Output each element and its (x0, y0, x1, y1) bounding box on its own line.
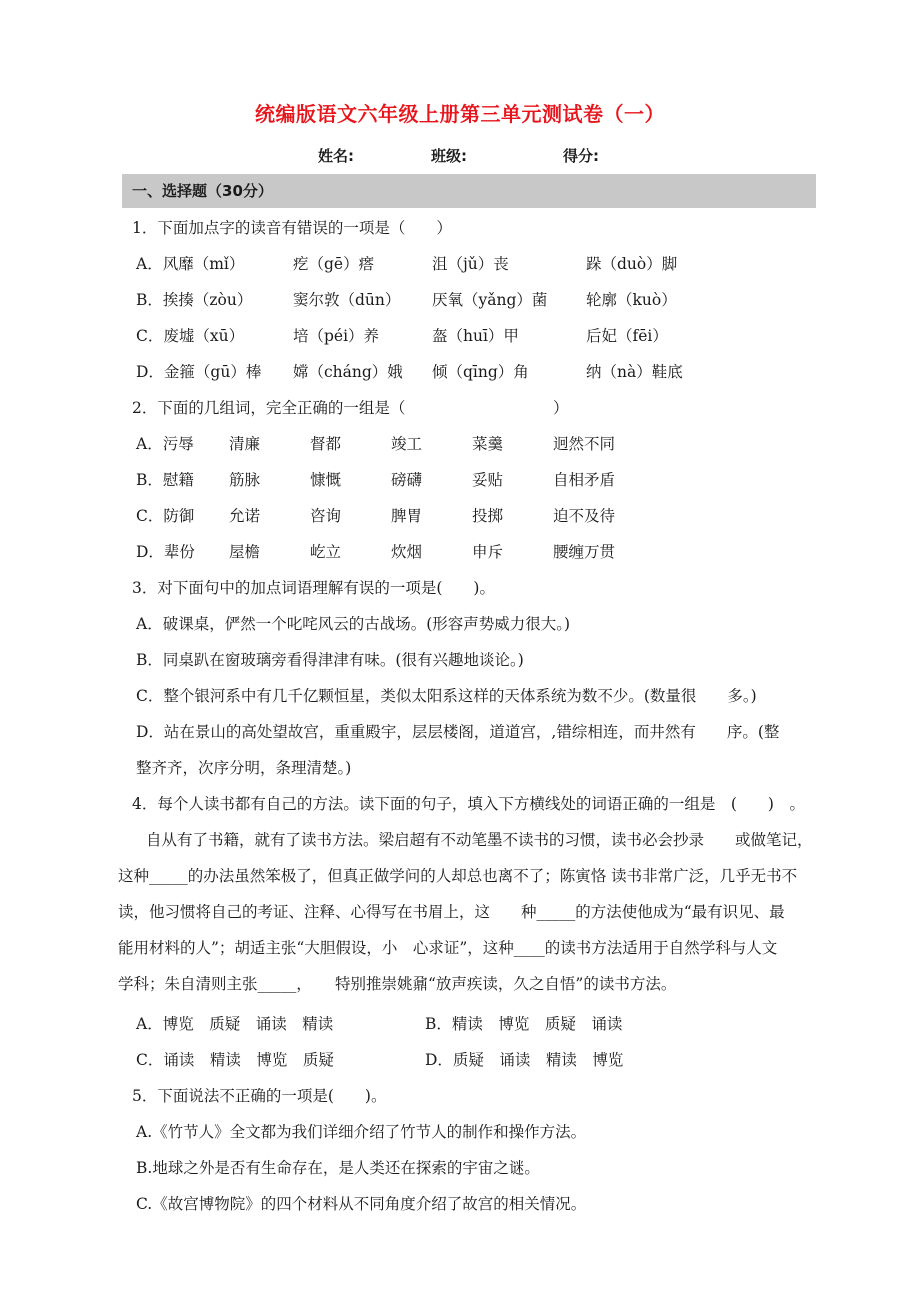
q4-passage-line: 读，他习惯将自己的考证、注释、心得写在书眉上，这 种_____的方法使他成为“最有识见、最 (118, 903, 785, 921)
q4-option-a: A．博览 质疑 诵读 精读 (136, 1015, 334, 1033)
q2-word: 投掷 (472, 507, 504, 525)
q2-word: 迫不及待 (553, 507, 616, 525)
section-header: 一、选择题（30分） (122, 174, 816, 208)
q5-option-a: A.《竹节人》全文都为我们详细介绍了竹节人的制作和操作方法。 (136, 1123, 587, 1141)
q4-passage-line: 能用材料的人”；胡适主张“大胆假设，小 心求证”，这种____的读书方法适用于自然学科与人文 (118, 939, 778, 957)
question-3-stem: 3．对下面句中的加点词语理解有误的一项是( )。 (132, 579, 495, 597)
q2-word: 磅礴 (391, 471, 423, 489)
name-label: 姓名: (318, 147, 354, 165)
q1-option: 厌氧（yǎng）菌 (432, 291, 548, 309)
q4-option-d: D．质疑 诵读 精读 博览 (425, 1051, 624, 1069)
q1-option: 倾（qīng）角 (432, 363, 529, 381)
q2-word: 脾胃 (391, 507, 423, 525)
q3-option-c: C．整个银河系中有几千亿颗恒星，类似太阳系这样的天体系统为数不少。(数量很 多。) (136, 687, 757, 705)
q1-option: 嫦（cháng）娥 (293, 363, 403, 381)
q2-word: B．慰籍 (136, 471, 194, 489)
question-2-stem-close: ） (553, 399, 569, 417)
question-2-stem: 2．下面的几组词，完全正确的一组是（ (132, 399, 406, 417)
q4-option-c: C．诵读 精读 博览 质疑 (136, 1051, 334, 1069)
q2-word: 筋脉 (229, 471, 261, 489)
q1-option: D．金箍（gū）棒 (136, 363, 262, 381)
question-4-stem: 4．每个人读书都有自己的方法。读下面的句子，填入下方横线处的词语正确的一组是 ( ) 。 (132, 795, 805, 813)
q2-word: 竣工 (391, 435, 423, 453)
page-title: 统编版语文六年级上册第三单元测试卷（一） (255, 102, 665, 126)
q2-word: 迥然不同 (553, 435, 616, 453)
q2-word: C．防御 (136, 507, 195, 525)
q2-word: 慷慨 (310, 471, 342, 489)
q2-word: 炊烟 (391, 543, 423, 561)
q1-option: 后妃（fēi） (586, 327, 668, 345)
q2-word: 妥贴 (472, 471, 504, 489)
q1-option: 跺（duò）脚 (586, 255, 678, 273)
class-label: 班级: (431, 147, 467, 165)
q3-option-d: D．站在景山的高处望故宫，重重殿宇，层层楼阁，道道宫，,错综相连，而井然有 序。(整 (136, 723, 780, 741)
q4-passage-line: 自从有了书籍，就有了读书方法。梁启超有不动笔墨不读书的习惯，读书必会抄录 或做笔记， (146, 831, 813, 849)
q2-word: 督都 (310, 435, 342, 453)
q1-option: 沮（jǔ）丧 (432, 255, 509, 273)
q1-option: 培（péi）养 (293, 327, 380, 345)
q4-passage-line: 这种_____的办法虽然笨极了，但真正做学问的人却总也离不了；陈寅恪 读书非常广泛，几乎无书不 (118, 867, 798, 885)
question-1-stem: 1．下面加点字的读音有错误的一项是（ ） (132, 219, 452, 237)
q4-passage-line: 学科；朱自清则主张_____， 特别推崇姚鼐“放声疾读，久之自悟”的读书方法。 (118, 975, 677, 993)
q5-option-c: C.《故宫博物院》的四个材料从不同角度介绍了故宫的相关情况。 (136, 1195, 587, 1213)
score-label: 得分: (563, 147, 599, 165)
q1-option: 窦尔敦（dūn） (293, 291, 401, 309)
q1-option: 盔（huī）甲 (432, 327, 519, 345)
q3-option-d-cont: 整齐齐，次序分明，条理清楚。) (136, 759, 352, 777)
q2-word: 屋檐 (229, 543, 261, 561)
q3-option-b: B．同桌趴在窗玻璃旁看得津津有味。(很有兴趣地谈论。) (136, 651, 524, 669)
question-5-stem: 5．下面说法不正确的一项是( )。 (132, 1087, 387, 1105)
q2-word: 自相矛盾 (553, 471, 616, 489)
q1-option: 轮廓（kuò） (586, 291, 677, 309)
q3-option-a: A．破课桌，俨然一个叱咤风云的古战场。(形容声势威力很大。) (136, 615, 571, 633)
q1-option: A．风靡（mǐ） (136, 255, 245, 273)
q2-word: 允诺 (229, 507, 261, 525)
q2-word: D．辈份 (136, 543, 195, 561)
q1-option: B．挨揍（zòu） (136, 291, 253, 309)
q5-option-b: B.地球之外是否有生命存在，是人类还在探索的宇宙之谜。 (136, 1159, 540, 1177)
q2-word: 腰缠万贯 (553, 543, 616, 561)
q2-word: 申斥 (472, 543, 504, 561)
q2-word: A．污辱 (136, 435, 194, 453)
q1-option: 纳（nà）鞋底 (586, 363, 683, 381)
q2-word: 菜羹 (472, 435, 504, 453)
q1-option: C．废墟（xū） (136, 327, 245, 345)
q1-option: 疙（gē）瘩 (293, 255, 375, 273)
q2-word: 屹立 (310, 543, 342, 561)
q2-word: 咨询 (310, 507, 342, 525)
q4-option-b: B．精读 博览 质疑 诵读 (425, 1015, 623, 1033)
q2-word: 清廉 (229, 435, 261, 453)
